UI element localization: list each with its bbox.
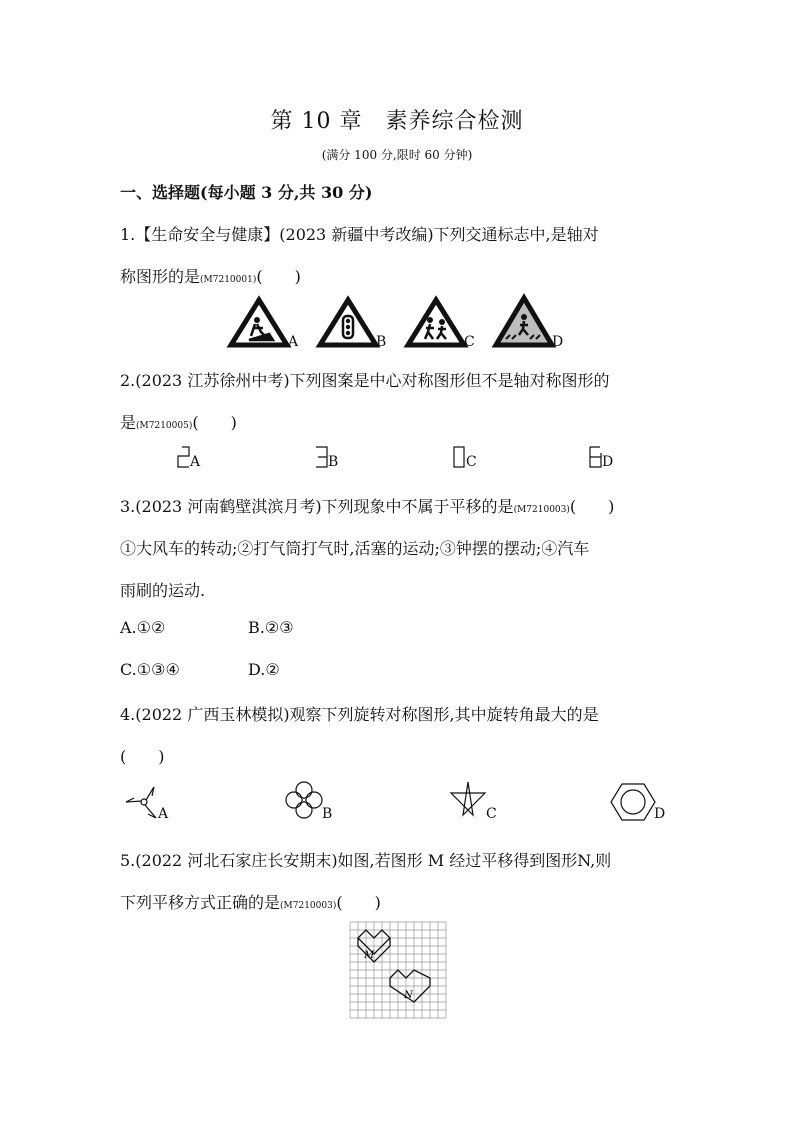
traffic-sign-workers-icon <box>229 298 289 348</box>
figure-m-label: M <box>364 950 375 961</box>
q2-option-c-label: C <box>466 454 477 470</box>
question-1-line-2 <box>120 264 301 287</box>
q4-option-b-label: B <box>322 806 333 822</box>
question-1-text: 称图形的是 <box>120 267 201 286</box>
question-3-line-2: ①大风车的转动;②打气筒打气时,活塞的运动;③钟摆的摆动;④汽车 <box>120 539 590 558</box>
question-1-code: (M7210001) <box>200 275 257 285</box>
q3-option-d: D.② <box>248 660 280 679</box>
q4-option-d-label: D <box>654 806 666 822</box>
question-4-line-2: ( ) <box>120 747 165 766</box>
question-3-line-3: 雨刷的运动. <box>120 581 206 600</box>
q2-shape-b-icon <box>314 446 328 468</box>
q1-option-c-label: C <box>464 334 475 350</box>
q3-option-c: C.①③④ <box>120 660 180 679</box>
question-2-line-2 <box>120 410 237 433</box>
page-subtitle: (满分 100 分,限时 60 分钟) <box>321 148 473 162</box>
question-4-line-1: 4.(2022 广西玉林模拟)观察下列旋转对称图形,其中旋转角最大的是 <box>120 705 599 724</box>
q4-hexagon-icon <box>610 782 656 822</box>
question-5-code: (M7210003) <box>280 901 337 911</box>
q4-option-a-label: A <box>158 806 169 822</box>
question-5-text: 下列平移方式正确的是 <box>120 893 281 912</box>
q3-option-b: B.②③ <box>248 618 294 637</box>
question-3-answer-paren: ( ) <box>569 497 615 516</box>
question-3-line-1 <box>120 494 614 517</box>
q1-option-d-label: D <box>552 334 564 350</box>
question-2-text: 是 <box>120 413 137 432</box>
translation-grid-figure <box>350 922 446 1018</box>
q2-shape-d-icon <box>588 446 602 468</box>
q2-shape-a-icon <box>176 446 190 468</box>
page-title: 第 10 章 素养综合检测 <box>270 109 524 134</box>
traffic-sign-children-icon <box>406 298 466 348</box>
q4-flower-icon <box>284 780 324 820</box>
question-2-code: (M7210005) <box>136 421 193 431</box>
question-5-line-2 <box>120 890 381 913</box>
question-5-answer-paren: ( ) <box>336 893 381 912</box>
q4-star-icon <box>448 780 488 820</box>
q1-option-b-label: B <box>376 334 387 350</box>
traffic-sign-crosswalk-icon <box>494 296 554 348</box>
q3-option-a: A.①② <box>120 618 166 637</box>
q2-shape-c-icon <box>452 446 466 468</box>
question-5-line-1: 5.(2022 河北石家庄长安期末)如图,若图形 M 经过平移得到图形N,则 <box>120 851 612 870</box>
figure-n-label: N <box>404 990 413 1001</box>
q2-option-a-label: A <box>190 454 201 470</box>
q2-option-d-label: D <box>602 454 614 470</box>
question-2-answer-paren: ( ) <box>192 413 237 432</box>
traffic-sign-signal-icon <box>318 298 378 348</box>
q4-pinwheel-icon <box>124 784 160 824</box>
q4-option-c-label: C <box>486 806 497 822</box>
q2-option-b-label: B <box>328 454 339 470</box>
q1-option-a-label: A <box>288 334 299 350</box>
question-3-text: 3.(2023 河南鹤壁淇滨月考)下列现象中不属于平移的是 <box>120 497 514 516</box>
question-1-answer-paren: ( ) <box>256 267 301 286</box>
question-3-code: (M7210003) <box>513 505 570 515</box>
question-1-line-1: 1.【生命安全与健康】(2023 新疆中考改编)下列交通标志中,是轴对 <box>120 225 599 244</box>
question-2-line-1: 2.(2023 江苏徐州中考)下列图案是中心对称图形但不是轴对称图形的 <box>120 371 610 390</box>
section-heading: 一、选择题(每小题 3 分,共 30 分) <box>120 183 373 202</box>
